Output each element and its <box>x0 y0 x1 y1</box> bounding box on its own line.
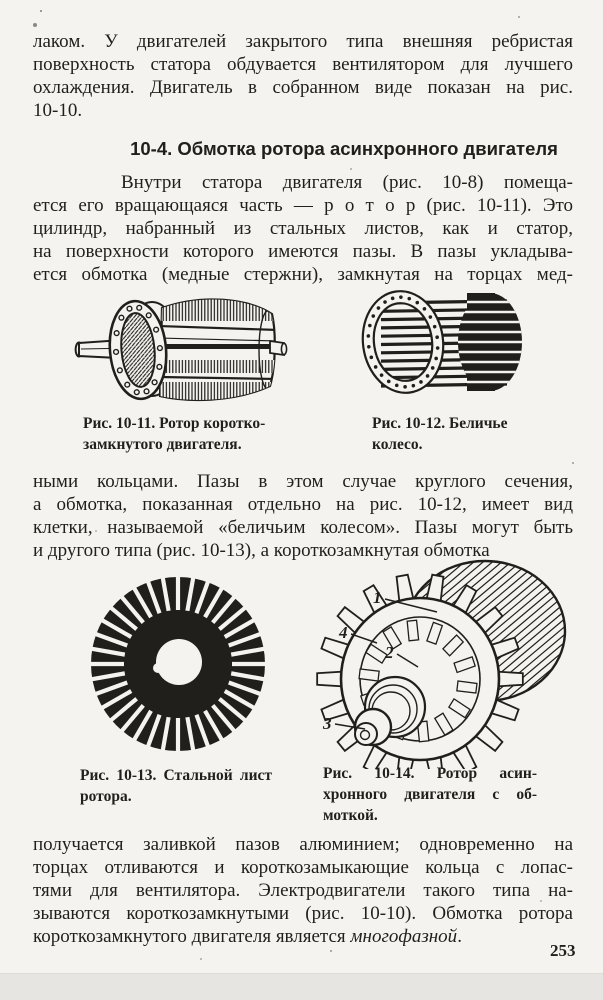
text-line: клетки, называемой «беличьим колесом». Пазы могут быть <box>33 517 573 538</box>
text-line: и другого типа (рис. 10-13), а короткозамкнутая обмотка <box>33 540 490 561</box>
text-line: зываются короткозамкнутыми (рис. 10-10). Обмотка ротора <box>33 903 573 924</box>
caption-line: хронного двигателя с об- <box>323 786 537 803</box>
paragraph-3 <box>33 470 573 562</box>
part-label-4: 4 <box>339 623 348 642</box>
text-line: цилиндр, набранный из стальных листов, как и статор, <box>33 218 573 239</box>
part-label-1: 1 <box>373 588 382 607</box>
text-line: Внутри статора двигателя (рис. 10-8) помеща- <box>121 172 573 193</box>
figure-rotor-squirrel-cage-illustration <box>72 286 288 408</box>
text-line: лаком. У двигателей закрытого типа внешняя ребристая <box>33 31 573 52</box>
part-label-3: 3 <box>323 714 332 733</box>
text-line: торцах отливаются и короткозамыкающие кольца с лопас- <box>33 857 573 878</box>
scan-speckles <box>40 10 42 12</box>
part-label-2: 2 <box>385 643 394 662</box>
emphasized-term: многофазной <box>350 926 458 947</box>
page-number: 253 <box>550 941 576 960</box>
caption-line: Рис. 10-14. Ротор асин- <box>323 765 537 782</box>
text-line: 10-10. <box>33 100 83 121</box>
paragraph-2 <box>33 171 573 286</box>
caption-line: колесо. <box>372 436 423 453</box>
caption-line: Рис. 10-13. Стальной лист <box>80 767 272 784</box>
text-line: охлаждения. Двигатель в собранном виде показан на рис. <box>33 77 573 98</box>
text-line: ется обмотка (медные стержни), замкнутая на торцах мед- <box>33 264 573 285</box>
figure-rotor-with-winding-illustration <box>315 557 568 769</box>
text-line: получается заливкой пазов алюминием; одновременно на <box>33 834 573 855</box>
caption-line: моткой. <box>323 807 378 824</box>
text-run: . <box>457 926 462 947</box>
paragraph-4 <box>33 833 573 948</box>
caption-fig-10-11 <box>83 413 266 455</box>
text-line: на поверхности которого имеются пазы. В пазы укладыва- <box>33 241 573 262</box>
caption-line: ротора. <box>80 788 132 805</box>
text-line: а обмотка, показанная отдельно на рис. 10-12, имеет вид <box>33 494 573 515</box>
caption-line: Рис. 10-12. Беличье <box>372 415 508 432</box>
text-line: поверхность статора обдувается вентилятором для лучшего <box>33 54 573 75</box>
figure-squirrel-cage-illustration <box>357 288 525 400</box>
caption-fig-10-13 <box>80 765 272 807</box>
text-line: ными кольцами. Пазы в этом случае круглого сечения, <box>33 471 573 492</box>
section-heading: 10-4. Обмотка ротора асинхронного двигателя <box>130 138 558 159</box>
figure-steel-lamination-illustration <box>88 572 270 756</box>
caption-fig-10-12 <box>372 413 512 455</box>
caption-line: Рис. 10-11. Ротор коротко- <box>83 415 266 432</box>
page-bottom-edge <box>0 973 603 1000</box>
paragraph-1 <box>33 30 573 122</box>
text-line: тями для вентилятора. Электродвигатели такого типа на- <box>33 880 573 901</box>
caption-fig-10-14 <box>323 763 537 826</box>
caption-line: замкнутого двигателя. <box>83 436 242 453</box>
text-run: короткозамкнутого двигателя является <box>33 926 351 947</box>
text-line <box>33 925 573 948</box>
text-line: ется его вращающаяся часть — р о т о р (рис. 10-11). Это <box>33 195 573 216</box>
